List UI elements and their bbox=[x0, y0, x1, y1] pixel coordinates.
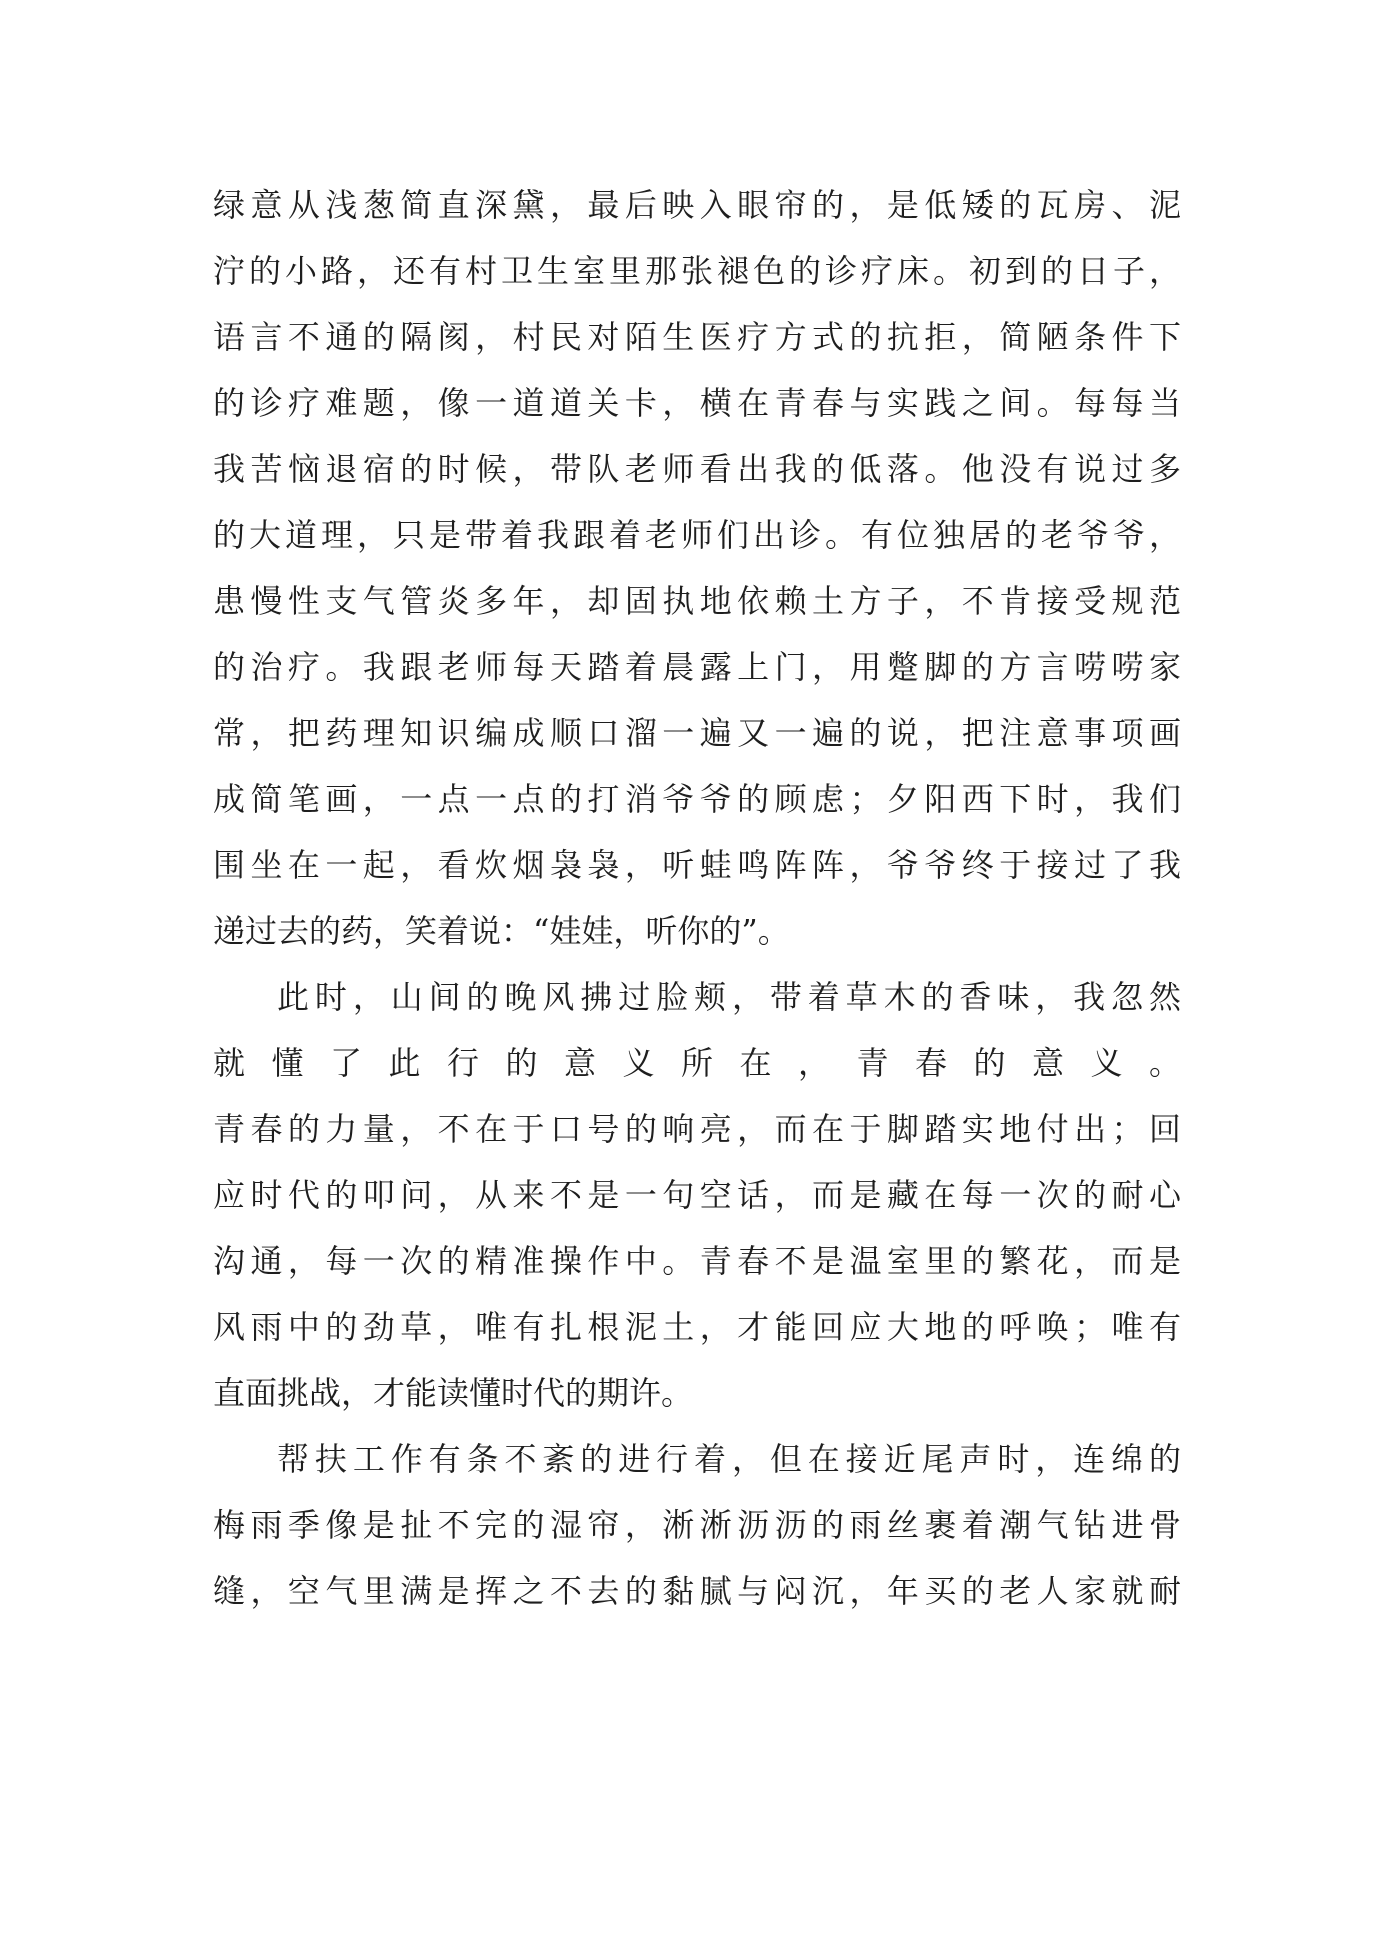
text-line: 直面挑战，才能读懂时代的期许。 bbox=[213, 1374, 694, 1412]
text-line: 患慢性支气管炎多年，却固执地依赖土方子，不肯接受规范 bbox=[213, 582, 1181, 620]
text-line: 我苦恼退宿的时候，带队老师看出我的低落。他没有说过多 bbox=[213, 450, 1181, 488]
text-line: 成简笔画，一点一点的打消爷爷的顾虑；夕阳西下时，我们 bbox=[213, 780, 1181, 818]
text-line: 缝，空气里满是挥之不去的黏腻与闷沉，年买的老人家就耐 bbox=[213, 1572, 1181, 1610]
body-text bbox=[213, 172, 1181, 1624]
text-line: 的诊疗难题，像一道道关卡，横在青春与实践之间。每每当 bbox=[213, 384, 1181, 422]
text-line: 青春的力量，不在于口号的响亮，而在于脚踏实地付出；回 bbox=[213, 1110, 1181, 1148]
text-line: 风雨中的劲草，唯有扎根泥土，才能回应大地的呼唤；唯有 bbox=[213, 1308, 1181, 1346]
text-line: 常，把药理知识编成顺口溜一遍又一遍的说，把注意事项画 bbox=[213, 714, 1181, 752]
text-line: 的大道理，只是带着我跟着老师们出诊。有位独居的老爷爷， bbox=[213, 516, 1181, 554]
text-line: 语言不通的隔阂，村民对陌生医疗方式的抗拒，简陋条件下 bbox=[213, 318, 1181, 356]
text-line: 递过去的药，笑着说：“娃娃，听你的”。 bbox=[213, 912, 790, 950]
text-line: 梅雨季像是扯不完的湿帘，淅淅沥沥的雨丝裹着潮气钻进骨 bbox=[213, 1506, 1181, 1544]
text-line: 围坐在一起，看炊烟袅袅，听蛙鸣阵阵，爷爷终于接过了我 bbox=[213, 846, 1181, 884]
text-line: 的治疗。我跟老师每天踏着晨露上门，用蹩脚的方言唠唠家 bbox=[213, 648, 1181, 686]
text-line: 沟通，每一次的精准操作中。青春不是温室里的繁花，而是 bbox=[213, 1242, 1181, 1280]
text-line: 泞的小路，还有村卫生室里那张褪色的诊疗床。初到的日子， bbox=[213, 252, 1181, 290]
text-line: 帮扶工作有条不紊的进行着，但在接近尾声时，连绵的 bbox=[277, 1440, 1181, 1478]
text-line: 此时，山间的晚风拂过脸颊，带着草木的香味，我忽然 bbox=[277, 978, 1181, 1016]
text-line: 就懂了此行的意义所在，青春的意义。 bbox=[213, 1044, 1181, 1082]
text-line: 绿意从浅葱简直深黛，最后映入眼帘的，是低矮的瓦房、泥 bbox=[213, 186, 1181, 224]
text-line: 应时代的叩问，从来不是一句空话，而是藏在每一次的耐心 bbox=[213, 1176, 1181, 1214]
